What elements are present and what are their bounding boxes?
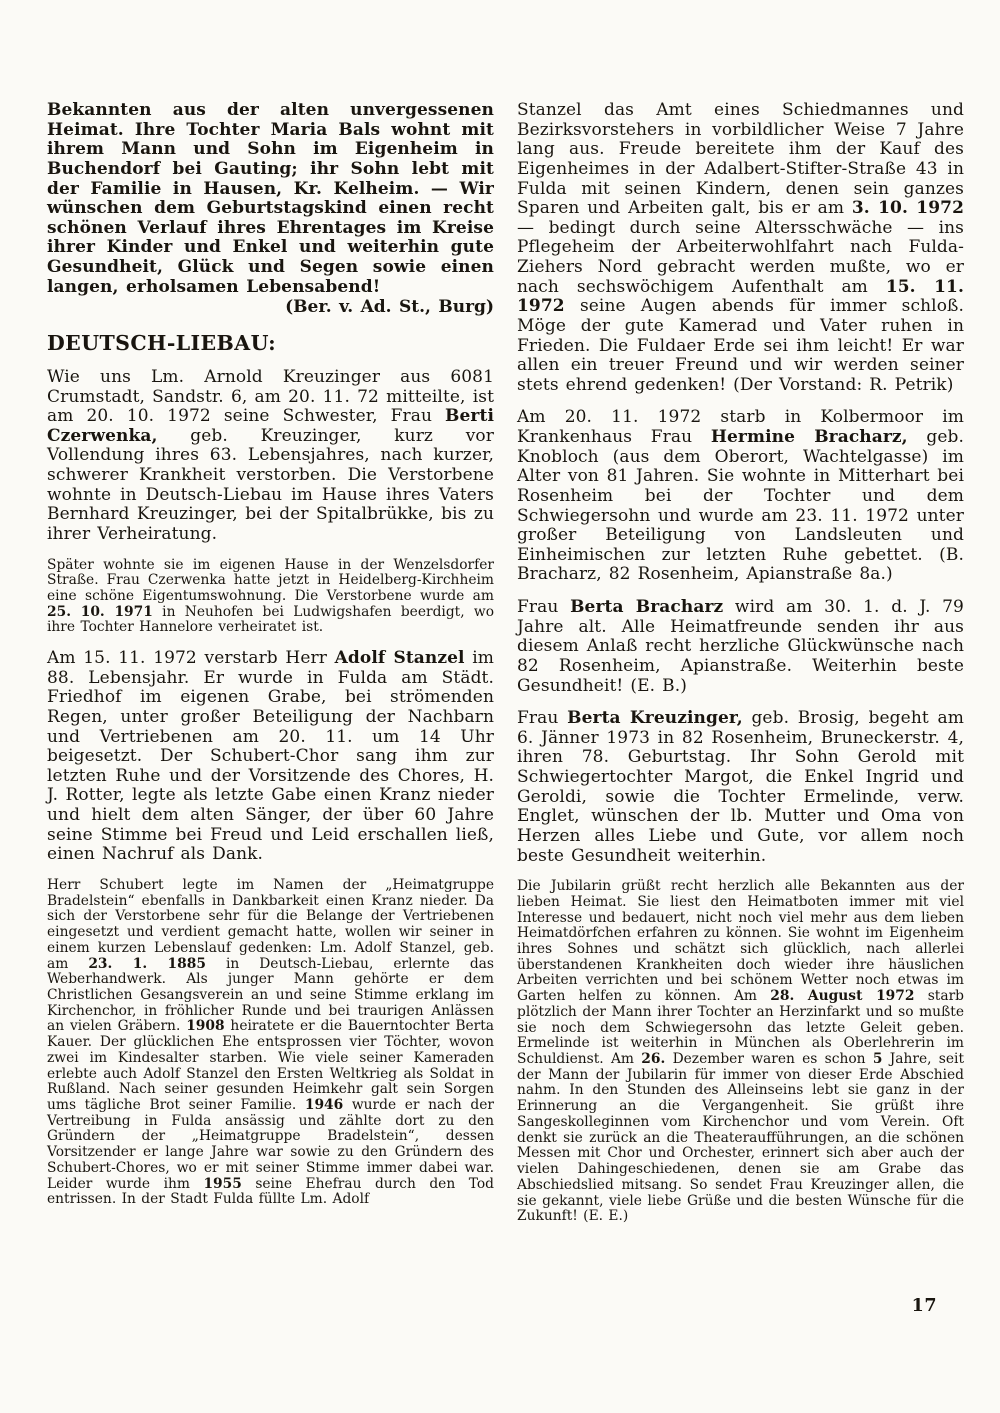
page-number: 17: [911, 1296, 937, 1316]
emphasized-text: Berta Bracharz: [570, 597, 724, 617]
emphasized-text: Berti Czerwenka,: [47, 406, 494, 446]
paragraph: [517, 101, 964, 395]
paragraph: [47, 368, 494, 545]
text-run: Am 20. 11. 1972 starb in Kolbermoor im Krankenhaus Frau: [517, 407, 964, 447]
emphasized-text: 26.: [641, 1051, 666, 1068]
text-run: geb. Kreuzinger, kurz vor Vollendung ihres 63. Lebensjahres, nach kurzer, schwerer Krankheit verstorben. Die Verstorbene wohnte in Deutsch-Liebau im Hause ihres Vaters Bernhard Kreuzinger, bei der Spitalbrükke, bis zu ihrer Verheiratung.: [47, 425, 494, 544]
text-run: Wie uns Lm. Arnold Kreuzinger aus 6081 Crumstadt, Sandstr. 6, am 20. 11. 72 mitteilte, ist am 20. 10. 1972 seine Schwester, Frau: [47, 366, 494, 427]
emphasized-text: 23. 1. 1885: [88, 955, 206, 972]
paragraph-small: [517, 879, 964, 1225]
text-run: im 88. Lebensjahr. Er wurde in Fulda am Städt. Friedhof im eigenen Grabe, bei strömenden Regen, unter großer Beteiligung der Nachbarn und Vertriebenen am 20. 11. um 14 Uhr beigesetzt. Der Schubert-Chor sang ihm zur letzten Ruhe und der Vorsitzende des Chores, H. J. Rotter, legte als letzte Gabe einen Kranz nieder und hielt dem alten Sänger, der über 60 Jahre seine Stimme bei Freud und Leid erschallen ließ, einen Nachruf als Dank.: [47, 648, 494, 865]
text-run: — bedingt durch seine Altersschwäche — ins Pflegeheim der Arbeiterwohlfahrt nach Fulda-Ziehers Nord gebracht werden mußte, wo er nach sechswöchigem Aufenthalt am: [517, 217, 964, 297]
emphasized-text: Adolf Stanzel: [334, 648, 465, 669]
emphasized-text: 5: [872, 1051, 883, 1068]
paragraph: [517, 598, 964, 696]
text-run: geb. Knobloch (aus dem Oberort, Wachtelgasse) im Alter von 81 Jahren. Sie wohnte in Mitterhart bei Rosenheim bei der Tochter und dem Schwiegersohn und wurde am 23. 11. 1972 unter großer Beteiligung von Landsleuten und Einheimischen zur letzten Ruhe gebettet. (B. Bracharz, 82 Rosenheim, Apianstraße 8a.): [517, 427, 964, 585]
section-heading: [47, 331, 494, 355]
text-run: wurde er nach der Vertreibung in Fulda ansässig und zählte dort zu den Gründern der „Heimatgruppe Bradelstein“, dessen Vorsitzender er lange Jahre war sowie zu den Gründern des Schubert-Chores, wo er mit seiner Stimme immer dabei war. Leider wurde ihm: [47, 1097, 494, 1192]
text-run: seine Ehefrau durch den Tod entrissen. In der Stadt Fulda füllte Lm. Adolf: [47, 1175, 494, 1208]
paragraph: [517, 709, 964, 866]
text-columns: [47, 101, 965, 1225]
text-run: Später wohnte sie im eigenen Hause in der Wenzelsdorfer Straße. Frau Czerwenka hatte jetzt in Heidelberg-Kirchheim eine schöne Eigentumswohnung. Die Verstorbene wurde am: [47, 556, 494, 604]
text-run: in Neuhofen bei Ludwigshafen beerdigt, wo ihre Tochter Hannelore verheiratet ist.: [47, 603, 495, 636]
text-run: Stanzel das Amt eines Schiedmannes und Bezirksvorstehers in vorbildlicher Weise 7 Jahre lang aus. Freude bereitete ihm der Kauf des Eigenheimes in der Adalbert-Stifter-Straße 43 in Fulda mit seinen Kindern, denen sein ganzes Sparen und Arbeiten galt, bis er am: [517, 100, 964, 219]
text-run: DEUTSCH-LIEBAU:: [47, 330, 277, 355]
emphasized-text: 3. 10. 1972: [851, 198, 964, 219]
paragraph-small: [47, 878, 494, 1208]
text-run: Bekannten aus der alten unvergessenen Heimat. Ihre Tochter Maria Bals wohnt mit ihrem Mann und Sohn im Eigenheim in Buchendorf bei Gauting; ihr Sohn lebt mit der Familie in Hausen, Kr. Kelheim. — Wir wünschen dem Geburtstagskind einen recht schönen Verlauf ihres Ehrentages im Kreise ihrer Kinder und Enkel und weiterhin gute Gesundheit, Glück und Segen sowie einen langen, erholsamen Lebensabend!: [47, 100, 494, 297]
right-column: [517, 101, 964, 1225]
emphasized-text: 1955: [203, 1175, 242, 1192]
emphasized-text: Hermine Bracharz,: [710, 427, 908, 447]
emphasized-text: 1908: [186, 1018, 225, 1035]
paragraph: [517, 408, 964, 585]
text-run: in Deutsch-Liebau, erlernte das Weberhandwerk. Als junger Mann gehörte er dem Christlichen Gesangsverein an und seine Stimme erklang im Kirchenchor, in fröhlicher Runde und bei traurigen Anlässen an vielen Gräbern.: [47, 955, 494, 1035]
text-run: Die Jubilarin grüßt recht herzlich alle Bekannten aus der lieben Heimat. Sie liest den Heimatboten immer mit viel Interesse und bedauert, nicht noch viel mehr aus dem lieben Heimatdörfchen erfahren zu können. Sie wohnt im Eigenheim ihres Sohnes und schätzt sich glücklich, nach allerlei überstandenen Krankheiten doch wieder ihre häuslichen Arbeiten verrichten und bei schönem Wetter noch etwas im Garten helfen zu können. Am: [517, 878, 964, 1005]
paragraph: [47, 649, 494, 865]
byline: [47, 298, 494, 318]
paragraph: [47, 101, 494, 297]
text-run: Frau: [517, 597, 571, 617]
text-run: Frau: [517, 708, 568, 729]
text-run: Jahre, seit der Mann der Jubilarin für immer von dieser Erde Abschied nahm. In den Stunden des Alleinseins lebt sie ganz in der Erinnerung an die Vergangenheit. Sie grüßt ihre Sangeskolleginnen vom Kirchenchor und vom Verein. Oft denkt sie zurück an die Theateraufführungen, an die schönen Messen mit Chor und Orchester, erinnert sich aber auch der vielen Dahingeschiedenen, denen sie am Grabe das Abschiedslied mitsang. So sendet Frau Kreuzinger allen, die sie gekannt, viele liebe Grüße und die besten Wünsche für die Zukunft! (E. E.): [517, 1051, 964, 1225]
emphasized-text: Berta Kreuzinger,: [567, 708, 743, 729]
emphasized-text: 1946: [304, 1097, 344, 1114]
emphasized-text: 25. 10. 1971: [47, 603, 153, 620]
text-run: heiratete er die Bauerntochter Berta Kauer. Der glücklichen Ehe entsprossen vier Töchter, wovon zwei im Kindesalter starben. Wie viele seiner Kameraden erlebte auch Adolf Stanzel den Ersten Weltkrieg als Soldat in Rußland. Nach seiner gesunden Heimkehr galt sein Sorgen ums tägliche Brot seiner Familie.: [47, 1018, 495, 1114]
emphasized-text: 15. 11. 1972: [517, 276, 964, 317]
text-run: starb plötzlich der Mann ihrer Tochter an Herzinfarkt und so mußte sie noch dem Schwiegersohn das letzte Geleit geben. Ermelinde ist weiterhin in München als Oberlehrerin im Schuldienst. Am: [517, 988, 964, 1068]
text-run: (Ber. v. Ad. St., Burg): [285, 297, 494, 318]
text-run: geb. Brosig, begeht am 6. Jänner 1973 in 82 Rosenheim, Bruneckerstr. 4, ihren 78. Geburtstag. Ihr Sohn Gerold mit Schwiegertochter Margot, die Enkel Ingrid und Geroldi, sowie die Tochter Ermelinde, verw. Englet, wünschen der lb. Mutter und Oma von Herzen alles Liebe und Gute, vor allem noch beste Gesundheit weiterhin.: [517, 708, 964, 866]
text-run: Am 15. 11. 1972 verstarb Herr: [47, 648, 335, 669]
text-run: Herr Schubert legte im Namen der „Heimatgruppe Bradelstein“ ebenfalls in Dankbarkeit einen Kranz nieder. Da sich der Verstorbene sehr für die Belange der Vertriebenen eingesetzt und verdient gemacht hatte, wollen wir seiner in einem kurzen Lebenslauf gedenken: Lm. Adolf Stanzel, geb. am: [47, 876, 494, 972]
left-column: [47, 101, 494, 1208]
text-run: wird am 30. 1. d. J. 79 Jahre alt. Alle Heimatfreunde senden ihr aus diesem Anlaß recht herzliche Glückwünsche nach 82 Rosenheim, Apianstraße. Weiterhin beste Gesundheit! (E. B.): [517, 597, 964, 696]
text-run: seine Augen abends für immer schloß. Möge der gute Kamerad und Vater ruhen in Frieden. Die Fuldaer Erde sei ihm leicht! Er war allen ein treuer Freund und wir werden seiner stets ehrend gedenken! (Der Vorstand: R. Petrik): [517, 296, 964, 395]
paragraph-small: [47, 558, 494, 637]
emphasized-text: 28. August 1972: [770, 988, 915, 1005]
text-run: Dezember waren es schon: [665, 1051, 873, 1068]
